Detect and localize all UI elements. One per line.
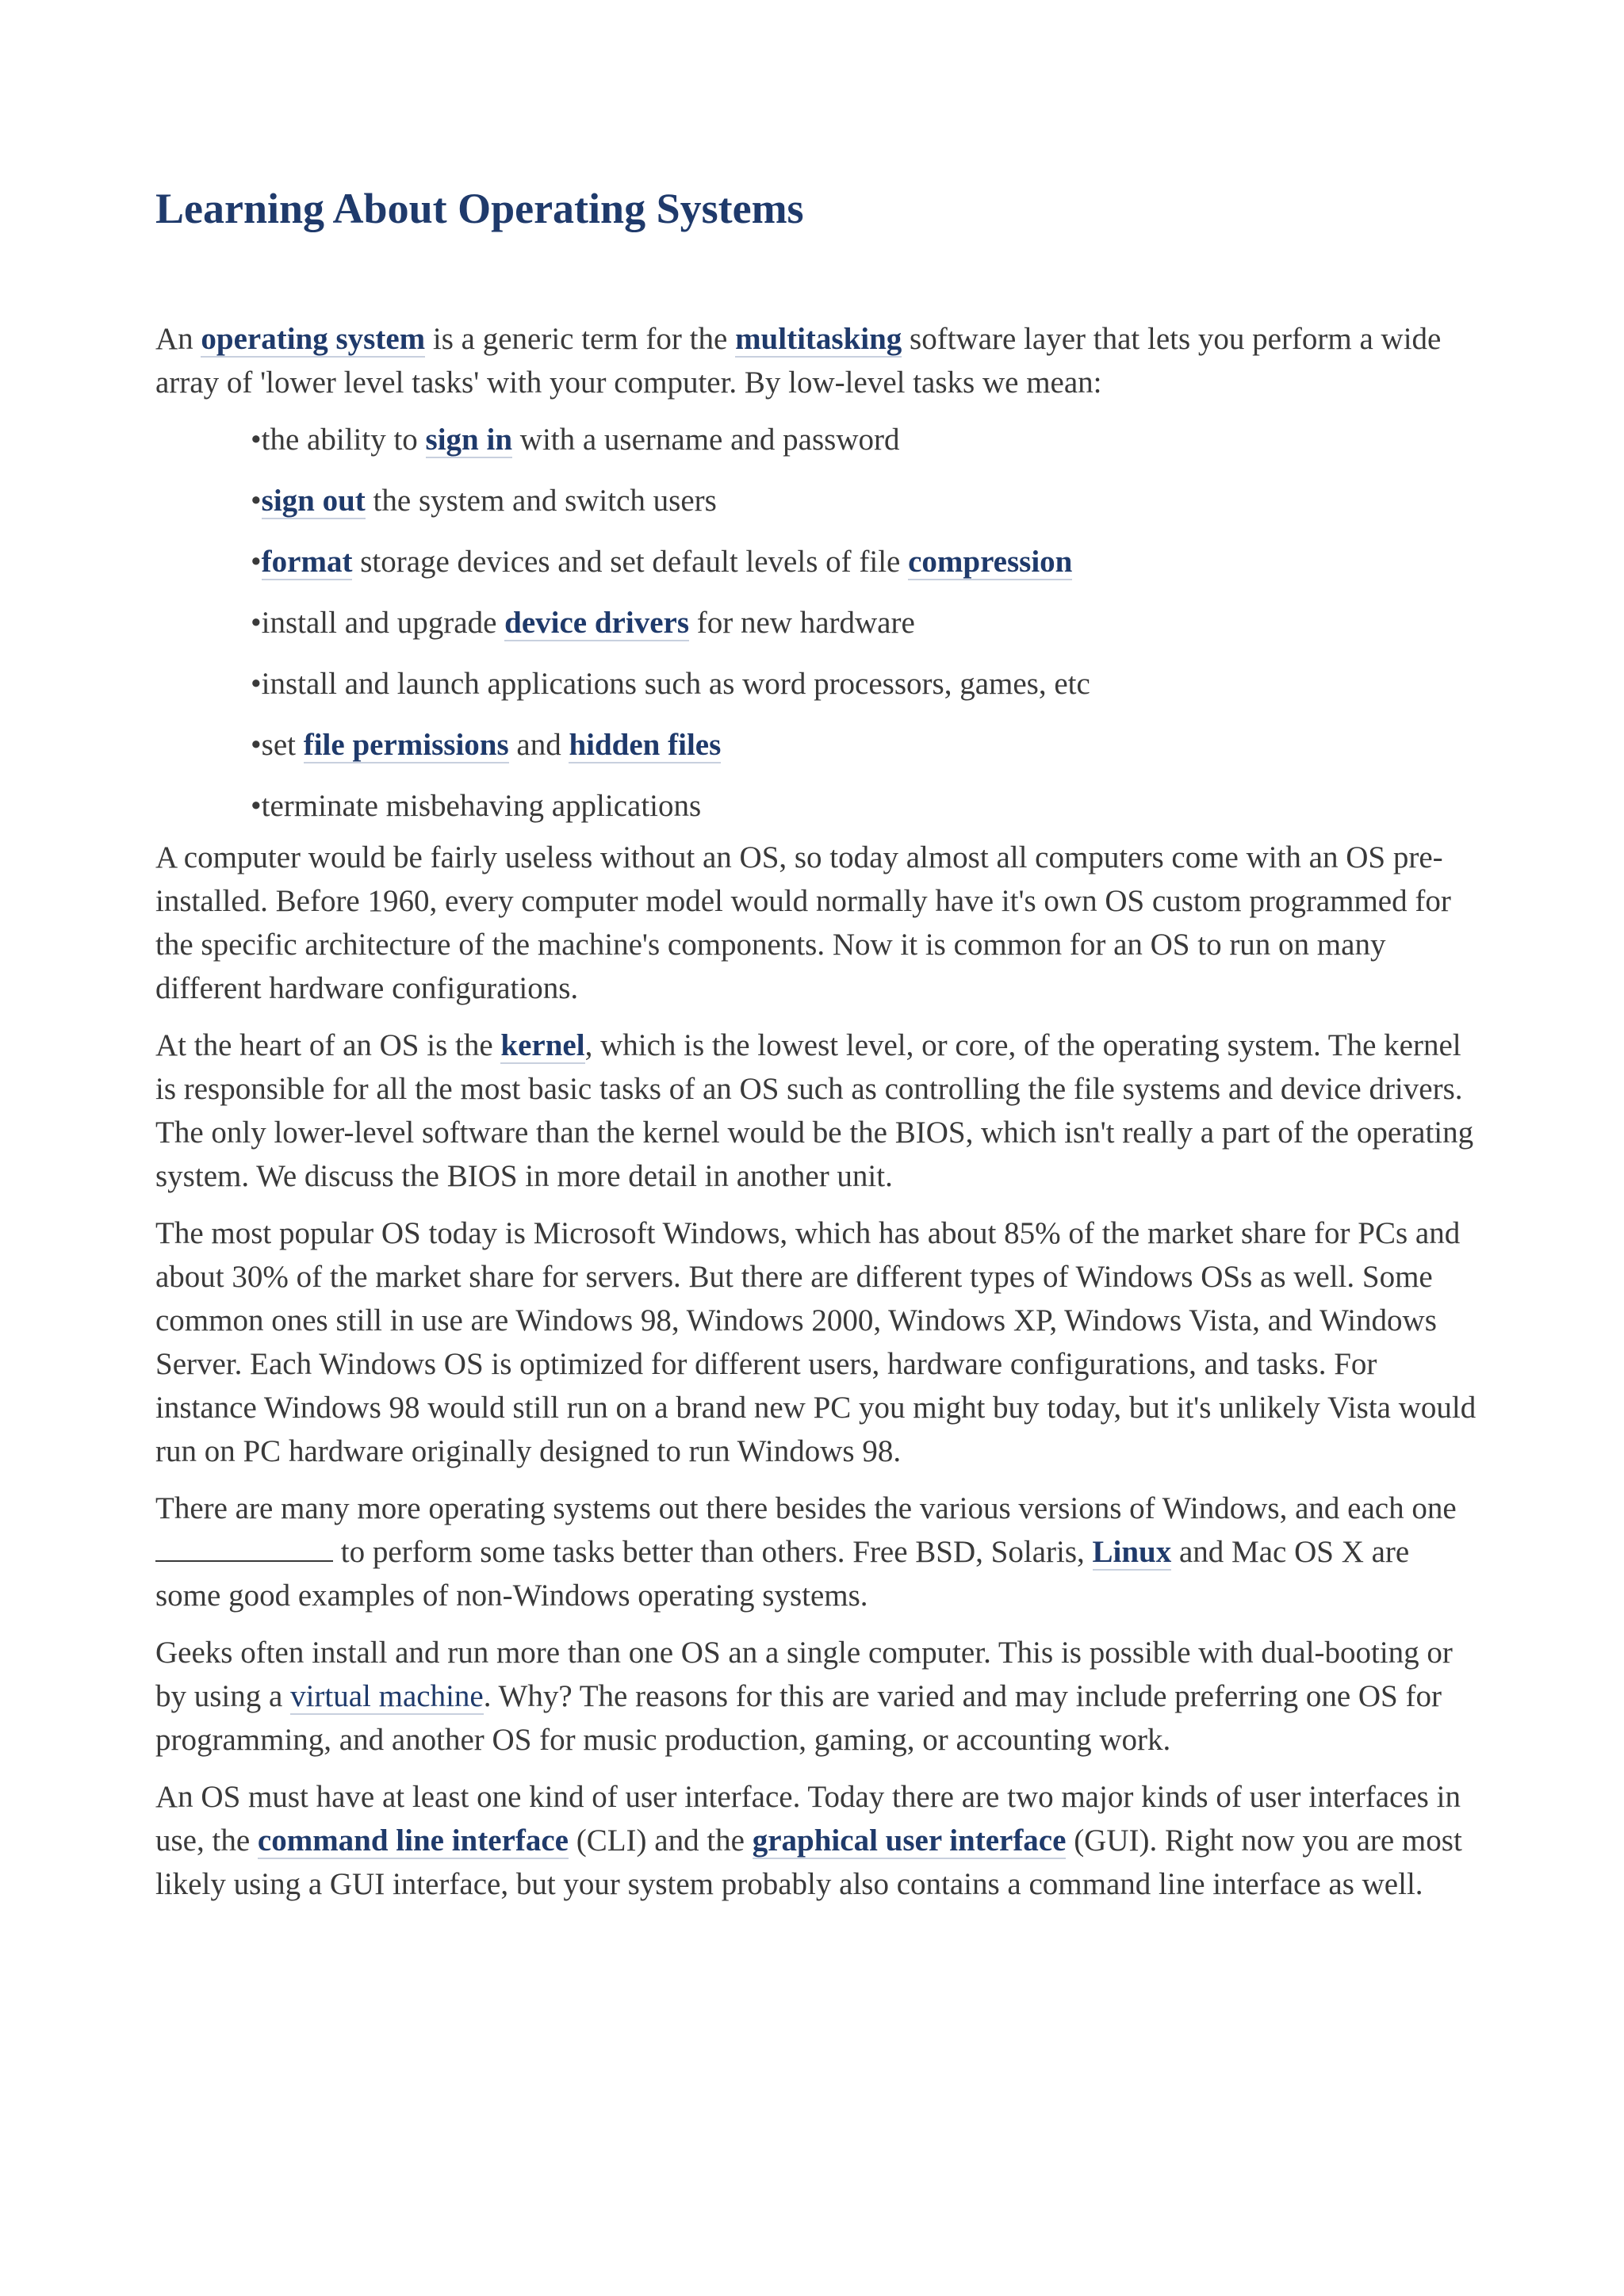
link-hidden-files[interactable]: hidden files [569, 728, 722, 762]
link-virtual-machine[interactable]: virtual machine [290, 1679, 484, 1713]
text-run: storage devices and set default levels of file [352, 545, 909, 579]
page-title: Learning About Operating Systems [155, 185, 804, 232]
text-run: •set [251, 728, 304, 762]
task-list [155, 418, 1480, 828]
text-run: for new hardware [689, 606, 915, 640]
list-item [251, 601, 1480, 645]
text-run: with a username and password [512, 423, 900, 457]
list-item [251, 479, 1480, 522]
text-run: software layer that lets you perform a wide array of 'lower level tasks' with your computer. By low-level tasks we mean: [155, 322, 1442, 400]
link-graphical-user-interface[interactable]: graphical user interface [752, 1823, 1067, 1858]
list-item: •terminate misbehaving applications [251, 789, 702, 823]
text-run: , which is the lowest level, or core, of the operating system. The kernel is responsible for all the most basic tasks of an OS such as controlling the file systems and device drivers. The only lower-level software than the kernel would be the BIOS, which isn't really a part of the operating system. We discuss the BIOS in more detail in another unit. [155, 1028, 1474, 1193]
link-format[interactable]: format [261, 545, 353, 579]
text-run: An OS must have at least one kind of user interface. Today there are two major kinds of user interfaces in use, the [155, 1780, 1461, 1858]
text-run: to perform some tasks better than others. Free BSD, Solaris, [333, 1535, 1093, 1569]
list-item [251, 723, 1480, 767]
text-run: the system and switch users [365, 484, 717, 518]
link-multitasking[interactable]: multitasking [735, 322, 902, 356]
text-run: • [251, 545, 262, 579]
paragraph-kernel [155, 1024, 1480, 1198]
text-run: •install and upgrade [251, 606, 505, 640]
link-kernel[interactable]: kernel [500, 1028, 585, 1062]
text-run: (CLI) and the [568, 1823, 753, 1858]
link-compression[interactable]: compression [908, 545, 1073, 579]
link-linux[interactable]: Linux [1092, 1535, 1172, 1569]
paragraph-user-interface [155, 1775, 1480, 1906]
text-run: At the heart of an OS is the [155, 1028, 501, 1062]
link-file-permissions[interactable]: file permissions [303, 728, 509, 762]
link-sign-out[interactable]: sign out [261, 484, 366, 518]
list-item: •install and launch applications such as word processors, games, etc [251, 667, 1090, 701]
link-command-line-interface[interactable]: command line interface [257, 1823, 569, 1858]
text-run: and [508, 728, 569, 762]
article-body [155, 317, 1480, 1919]
intro-paragraph [155, 317, 1480, 404]
link-sign-in[interactable]: sign in [425, 423, 513, 457]
text-run: is a generic term for the [425, 322, 736, 356]
paragraph-useless: A computer would be fairly useless without an OS, so today almost all computers come with an OS pre-installed. Before 1960, every computer model would normally have it's own OS custom programmed for the specific architecture of the machine's components. Now it is common for an OS to run on many different hardware configurations. [155, 840, 1451, 1005]
text-run: Geeks often install and run more than one OS an a single computer. This is possible with dual-booting or by using a [155, 1636, 1453, 1713]
text-run: (GUI). Right now you are most likely using a GUI interface, but your system probably also contains a command line interface as well. [155, 1823, 1462, 1901]
text-run: • [251, 484, 262, 518]
text-run: and Mac OS X are some good examples of non-Windows operating systems. [155, 1535, 1410, 1613]
link-device-drivers[interactable]: device drivers [504, 606, 689, 640]
text-run: An [155, 322, 201, 356]
paragraph-windows: The most popular OS today is Microsoft Windows, which has about 85% of the market share for PCs and about 30% of the market share for servers. But there are different types of Windows OSs as well. Some common ones still in use are Windows 98, Windows 2000, Windows XP, Windows Vista, and Windows Server. Each Windows OS is optimized for different users, hardware configurations, and tasks. For instance Windows 98 would still run on a brand new PC you might buy today, but it's unlikely Vista would run on PC hardware originally designed to run Windows 98. [155, 1216, 1477, 1468]
text-run: There are many more operating systems out there besides the various versions of Windows, and each one [155, 1491, 1457, 1525]
list-item [251, 540, 1480, 584]
paragraph-other-os [155, 1487, 1480, 1617]
text-run: •the ability to [251, 423, 426, 457]
fill-in-blank [155, 1532, 333, 1562]
list-item [251, 418, 1480, 461]
paragraph-geeks [155, 1631, 1480, 1762]
link-operating-system[interactable]: operating system [201, 322, 426, 356]
text-run: . Why? The reasons for this are varied and may include preferring one OS for programming, and another OS for music production, gaming, or accounting work. [155, 1679, 1442, 1757]
